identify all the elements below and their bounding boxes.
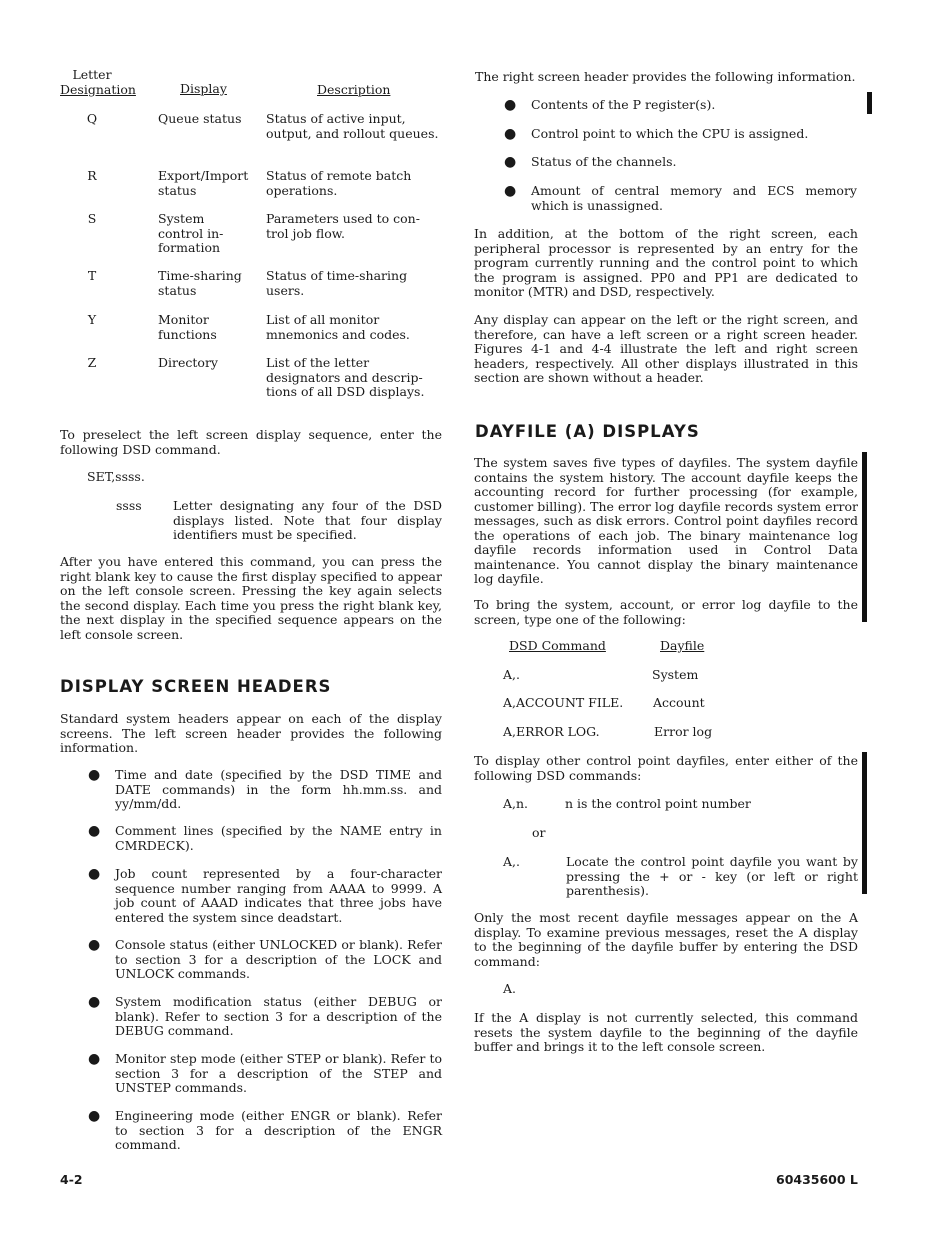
bullet-icon: ● [504, 183, 517, 199]
cmd-cell: A,. [503, 667, 520, 682]
dayfile-cell: System [652, 667, 699, 682]
if-paragraph: If the A display is not currently selected, this command resets the system dayfile to the beginning of the dayfile buffer and brings it to the left console screen. [474, 1010, 858, 1054]
row-display: System control in- formation [158, 211, 224, 255]
bullet-icon: ● [88, 1051, 101, 1067]
bullet-icon: ● [88, 823, 101, 839]
bullet-text: Monitor step mode (either STEP or blank). Refer to section 3 for a description of the STEP and UNSTEP commands. [115, 1051, 442, 1095]
headers-paragraph: Standard system headers appear on each of the display screens. The left screen header provides the following information. [60, 711, 442, 755]
a-reset-command: A. [503, 981, 517, 996]
header-display-label: Display [180, 81, 227, 96]
bullet-text: Status of the channels. [531, 154, 677, 169]
row-description: Parameters used to con- trol job flow. [266, 211, 420, 241]
row-display: Directory [158, 355, 218, 370]
bullet-text: Console status (either UNLOCKED or blank). Refer to section 3 for a description of the LOCK and UNLOCK commands. [115, 937, 442, 981]
bullet-text: Engineering mode (either ENGR or blank). Refer to section 3 for a description of the ENGR command. [115, 1108, 442, 1152]
header-description-label: Description [317, 82, 391, 97]
or-text: or [532, 825, 546, 840]
document-number: 60435600 L [776, 1172, 858, 1187]
ssss-term: ssss [116, 498, 142, 513]
after-paragraph: After you have entered this command, you can press the right blank key to cause the first display specified to appear on the left console screen. Pressing the key again selects the second display. Each time you press the right blank key, the next display in the specified sequence appears on the left console screen. [60, 554, 442, 642]
bullet-text: Comment lines (specified by the NAME entry in CMRDECK). [115, 823, 442, 853]
header-letter [60, 67, 136, 97]
a-description: Locate the control point dayfile you want by pressing the + or - key (or left or right parenthesis). [566, 854, 858, 898]
row-display: Queue status [158, 111, 242, 126]
cmd-cell: A,ERROR LOG. [503, 724, 600, 739]
header-letter-line1: Letter [72, 67, 112, 82]
change-bar [867, 92, 872, 114]
dayfile-displays-title: DAYFILE (A) DISPLAYS [475, 422, 700, 441]
row-description: List of all monitor mnemonics and codes. [266, 312, 410, 342]
row-description: List of the letter designators and descrip- tions of all DSD displays. [266, 355, 425, 399]
bullet-icon: ● [504, 154, 517, 170]
other-control-point-paragraph: To display other control point dayfiles, enter either of the following DSD commands: [474, 753, 858, 783]
bullet-icon: ● [88, 767, 101, 783]
row-display: Monitor functions [158, 312, 217, 342]
an-command: A,n. [503, 796, 529, 811]
a-command: A,. [503, 854, 520, 869]
an-description: n is the control point number [565, 796, 751, 811]
row-letter: Q [86, 111, 98, 126]
row-letter: S [87, 211, 97, 226]
set-command: SET,ssss. [87, 469, 145, 484]
bullet-text: Time and date (specified by the DSD TIME and DATE commands) in the form hh.mm.ss. and yy/mm/dd. [115, 767, 442, 811]
row-display: Time-sharing status [158, 268, 242, 298]
row-letter: R [87, 168, 97, 183]
preselect-paragraph: To preselect the left screen display sequence, enter the following DSD command. [60, 427, 442, 457]
header-display [180, 82, 284, 97]
header-description [317, 83, 493, 98]
bullet-icon: ● [88, 1108, 101, 1124]
any-display-paragraph: Any display can appear on the left or the right screen, and therefore, can have a left screen or a right screen header. Figures 4-1 and 4-4 illustrate the left and right screen headers, respectively. All other displays illustrated in this section are shown without a header. [474, 312, 858, 385]
only-recent-paragraph: Only the most recent dayfile messages appear on the A display. To examine previous messages, reset the A display to the beginning of the dayfile buffer by entering the DSD command: [474, 910, 858, 969]
bring-paragraph: To bring the system, account, or error log dayfile to the screen, type one of the following: [474, 597, 858, 627]
bullet-text: Job count represented by a four-character sequence number ranging from AAAA to 9999. A job count of AAAD indicates that three jobs have entered the system since deadstart. [115, 866, 442, 925]
dayfile-cell: Account [653, 695, 705, 710]
change-bar [862, 752, 867, 894]
cmd-cell: A,ACCOUNT FILE. [503, 695, 624, 710]
dayfile-paragraph: The system saves five types of dayfiles. The system dayfile contains the system history. The account dayfile keeps the accounting record for further processing (for example, customer billing). The error log dayfile records system error messages, such as disk errors. Control point dayfiles record the operations of each job. The binary maintenance log dayfile records information used in Control Data maintenance. You cannot display the binary maintenance log dayfile. [474, 455, 858, 586]
bullet-text: Amount of central memory and ECS memory which is unassigned. [531, 183, 857, 213]
col-dayfile: Dayfile [660, 638, 705, 653]
row-description: Status of time-sharing users. [266, 268, 408, 298]
bullet-icon: ● [504, 126, 517, 142]
display-screen-headers-title: DISPLAY SCREEN HEADERS [60, 677, 332, 696]
dsd-command-table [503, 638, 809, 749]
addition-paragraph: In addition, at the bottom of the right screen, each peripheral processor is represented by an entry for the program currently running and the control point to which the program is assigned. PP0 and PP1 are dedicated to monitor (MTR) and DSD, respectively. [474, 226, 858, 299]
row-display: Export/Import status [158, 168, 249, 198]
row-letter: Z [87, 355, 97, 370]
right-header-intro: The right screen header provides the following information. [475, 69, 856, 84]
bullet-icon: ● [88, 866, 101, 882]
letter-table-header [60, 68, 442, 102]
dayfile-cell: Error log [654, 724, 713, 739]
bullet-icon: ● [88, 937, 101, 953]
row-description: Status of remote batch operations. [266, 168, 412, 198]
bullet-icon: ● [504, 97, 517, 113]
bullet-text: Contents of the P register(s). [531, 97, 716, 112]
header-letter-line2: Designation [60, 81, 136, 97]
bullet-text: Control point to which the CPU is assigned. [531, 126, 809, 141]
page-number: 4-2 [60, 1172, 83, 1187]
row-letter: T [87, 268, 97, 283]
row-description: Status of active input, output, and rollout queues. [266, 111, 439, 141]
row-letter: Y [87, 312, 97, 327]
col-dsd-command: DSD Command [509, 638, 606, 653]
change-bar [862, 452, 867, 622]
ssss-description: Letter designating any four of the DSD displays listed. Note that four display identifiers must be specified. [173, 498, 442, 542]
bullet-text: System modification status (either DEBUG or blank). Refer to section 3 for a description of the DEBUG command. [115, 994, 442, 1038]
bullet-icon: ● [88, 994, 101, 1010]
